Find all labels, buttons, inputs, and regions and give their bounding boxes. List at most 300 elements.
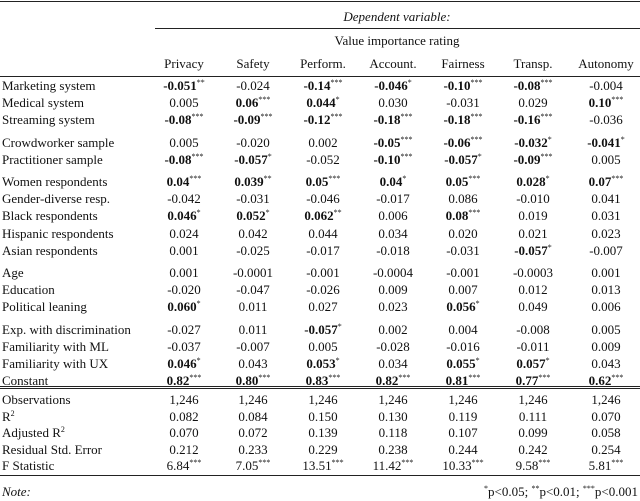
cell-value: 0.044 [306,95,336,111]
cell-value: -0.028 [376,338,410,354]
row-label-text: Education [2,282,55,298]
significance-stars: *** [189,373,202,383]
table-cell [518,226,547,242]
cell-value: 0.81 [445,373,469,389]
cell-value: 0.005 [591,321,621,337]
cell-value: 0.058 [591,425,621,441]
significance-stars: * [196,208,201,218]
cell-value: -0.12 [303,112,331,128]
cell-value: 0.021 [518,225,548,241]
significance-stars: *** [470,112,483,122]
cell-value: -0.018 [376,242,410,258]
table-cell [448,425,477,441]
table-cell [239,299,268,315]
cell-value: -0.032 [514,134,548,150]
row-label [2,299,87,315]
table-cell [378,208,407,224]
table-cell [373,265,413,281]
significance-legend [484,484,638,500]
table-cell [591,442,620,458]
cell-value: 0.020 [448,225,478,241]
cell-value: 0.082 [169,408,199,424]
column-header: Transp. [513,56,553,71]
cell-value: -0.007 [589,242,623,258]
significance-stars: *** [189,458,202,468]
table-cell [169,409,198,425]
cell-value: 1,246 [448,392,478,407]
table-cell [164,112,203,128]
cell-value: 0.001 [169,265,199,280]
table-cell [167,191,201,207]
row-label-text: Observations [2,392,71,407]
table-cell [236,208,269,224]
cell-value: 0.107 [448,425,478,441]
row-label-text: Constant [2,373,49,389]
table-cell [306,191,340,207]
significance-stars: *** [540,112,553,122]
body-rule [0,386,640,389]
table-cell [591,265,620,281]
cell-value: 0.084 [238,408,268,424]
row-label [2,442,102,458]
cell-value: 1,246 [308,392,338,407]
cell-value: 0.001 [169,242,199,258]
significance-stars: *** [400,134,413,144]
significance-stars: * [335,95,340,105]
row-label [2,265,24,281]
cell-value: -0.0004 [372,265,414,280]
cell-value: 1,246 [169,392,199,407]
cell-value: 0.150 [308,408,338,424]
cell-value: 0.005 [308,338,338,354]
cell-value: 0.046 [167,356,197,371]
table-cell [442,458,483,474]
row-label-text: Practitioner sample [2,151,103,167]
significance-stars: * [335,356,340,365]
legend-text-1: p<0.05; [488,484,532,499]
cell-value: 0.002 [378,321,408,337]
table-cell [164,152,203,168]
caption-rule [155,28,640,29]
table-cell [236,339,270,355]
table-cell [236,78,270,94]
cell-value: 0.80 [235,373,259,389]
cell-value: -0.037 [167,338,201,354]
cell-value: -0.031 [446,242,480,258]
table-cell [591,282,620,298]
cell-value: -0.007 [236,338,270,354]
row-label-text: Adjusted R [2,425,61,441]
cell-value: 0.034 [378,225,408,241]
cell-value: 0.07 [588,174,612,189]
cell-value: 0.004 [448,321,478,337]
cell-value: -0.18 [443,112,471,128]
table-cell [443,135,482,151]
table-cell [591,409,620,425]
cell-value: 0.013 [591,282,621,298]
table-cell [449,409,478,425]
cell-value: -0.001 [306,265,340,280]
cell-value: 1,246 [591,392,621,407]
table-cell [308,135,337,151]
cell-value: -0.046 [306,191,340,207]
table-cell [308,409,337,425]
table-cell [306,282,340,298]
significance-stars: *** [468,373,481,383]
cell-value: 0.041 [591,191,621,207]
cell-value: -0.16 [513,112,541,128]
cell-value: 0.62 [588,373,612,389]
legend-text-2: p<0.01; [539,484,583,499]
row-label [2,78,96,94]
significance-stars: *** [328,373,341,383]
table-cell [378,392,407,408]
significance-stars: *** [260,112,273,122]
significance-stars: *** [468,208,481,218]
cell-value: 0.053 [306,356,336,371]
cell-value: -0.09 [513,151,541,167]
row-label-text: Medical system [2,95,84,111]
table-cell [167,458,202,474]
legend-star-2: ** [531,484,540,493]
cell-value: 0.233 [238,441,268,457]
significance-stars: *** [331,458,344,468]
table-cell [591,152,620,168]
row-label-text: Exp. with discrimination [2,321,131,337]
cell-value: -0.057 [514,242,548,258]
cell-value: 0.049 [518,299,548,315]
cell-value: 0.119 [448,408,478,424]
table-cell [167,356,200,372]
table-cell [589,95,624,111]
cell-value: -0.14 [303,78,331,93]
table-cell [163,78,205,94]
significance-stars: *** [258,95,271,105]
table-cell [518,425,547,441]
table-cell [169,425,198,441]
row-label-text: R [2,408,11,424]
cell-value: -0.051 [163,78,197,93]
table-cell [444,152,482,168]
table-cell [589,174,624,190]
dependent-variable-caption: Dependent variable: [343,9,451,24]
table-cell [169,95,198,111]
table-cell [516,174,549,190]
row-label-text: Gender-diverse resp. [2,191,111,207]
table-cell [169,226,198,242]
cell-value: -0.041 [587,134,621,150]
superscript: 2 [60,425,65,435]
row-label [2,356,108,372]
column-header: Perform. [300,56,346,71]
row-label-text: Political leaning [2,299,87,315]
table-cell [373,112,412,128]
table-cell [378,299,407,315]
significance-stars: * [265,208,270,218]
table-cell [591,299,620,315]
row-label-text: Residual Std. Error [2,441,103,457]
significance-stars: * [267,151,272,161]
significance-stars: *** [398,373,411,383]
note-label: Note: [2,484,31,499]
cell-value: 0.011 [238,299,268,315]
table-cell [376,243,410,259]
table-cell [308,299,337,315]
significance-stars: ** [196,78,205,87]
cell-value: 0.011 [238,321,268,337]
table-cell [306,95,339,111]
significance-stars: *** [189,174,202,183]
row-label [2,425,65,441]
table-cell [302,458,343,474]
table-cell [446,174,481,190]
cell-value: 0.086 [448,191,478,207]
column-header: Autonomy [578,56,634,71]
table-cell [376,339,410,355]
row-label [2,392,71,408]
significance-stars: * [475,299,480,309]
cell-value: 0.057 [516,356,546,371]
significance-stars: * [196,356,201,365]
table-cell [167,322,201,338]
row-label [2,95,84,111]
cell-value: -0.004 [589,78,623,93]
cell-value: -0.020 [236,134,270,150]
cell-value: 11.42 [372,458,402,474]
cell-value: 0.043 [591,356,621,371]
significance-stars: *** [330,78,343,87]
table-cell [514,243,552,259]
table-cell [516,322,550,338]
table-cell [239,322,268,338]
cell-value: -0.08 [164,151,192,167]
row-label [2,339,109,355]
row-label-text: Familiarity with ML [2,338,109,354]
row-label [2,282,55,298]
significance-stars: ** [333,208,342,218]
cell-value: 6.84 [166,458,190,474]
table-cell [303,112,342,128]
significance-stars: *** [468,174,481,183]
table-cell [446,95,480,111]
table-cell [513,78,552,94]
row-label [2,409,15,425]
row-label-text: Crowdworker sample [2,134,115,150]
table-cell [378,409,407,425]
cell-value: 0.005 [169,95,199,111]
significance-stars: *** [328,174,341,183]
cell-value: 0.82 [375,373,399,389]
row-label-text: Hispanic respondents [2,225,114,241]
cell-value: -0.020 [167,282,201,298]
cell-value: -0.031 [446,95,480,111]
cell-value: 0.006 [591,299,621,315]
significance-stars: * [402,174,407,183]
table-cell [378,322,407,338]
significance-stars: *** [191,112,204,122]
cell-value: 0.254 [591,441,621,457]
cell-value: 0.070 [591,408,621,424]
row-label-text: F Statistic [2,458,55,474]
cell-value: 0.139 [308,425,338,441]
table-cell [306,356,339,372]
table-cell [169,392,198,408]
cell-value: 0.238 [378,441,408,457]
cell-value: 0.030 [378,95,408,111]
legend-star-3: *** [582,484,595,493]
cell-value: 0.001 [591,265,621,280]
legend-star-1: * [484,484,488,493]
table-cell [443,112,482,128]
significance-stars: *** [470,78,483,87]
table-cell [589,112,623,128]
cell-value: 0.046 [167,208,197,224]
table-cell [308,339,337,355]
significance-stars: *** [540,78,553,87]
cell-value: -0.10 [373,151,401,167]
cell-value: -0.017 [376,191,410,207]
cell-value: -0.10 [443,78,471,93]
column-header: Safety [236,56,270,71]
significance-stars: *** [471,458,484,468]
table-cell [446,208,481,224]
table-cell [169,243,198,259]
table-cell [448,322,477,338]
cell-value: 0.08 [445,208,469,224]
row-label [2,458,54,474]
table-cell [518,95,547,111]
cell-value: 0.043 [238,356,268,371]
table-cell [234,152,272,168]
table-cell [303,78,342,94]
column-header: Privacy [164,56,204,71]
row-label [2,243,98,259]
cell-value: -0.025 [236,242,270,258]
value-rating-caption: Value importance rating [334,33,460,48]
cell-value: 1,246 [378,392,408,407]
table-cell [169,265,198,281]
cell-value: -0.011 [516,338,550,354]
row-label [2,191,110,207]
cell-value: 9.58 [515,458,539,474]
table-cell [514,135,552,151]
cell-value: 0.072 [238,425,268,441]
table-cell [374,78,412,94]
table-cell [308,442,337,458]
table-cell [446,339,480,355]
table-cell [308,425,337,441]
table-cell [518,299,547,315]
table-cell [378,95,407,111]
cell-value: -0.010 [516,191,550,207]
table-cell [448,392,477,408]
legend-text-3: p<0.001 [594,484,638,499]
cell-value: 0.111 [518,408,548,424]
table-cell [591,226,620,242]
table-cell [308,226,337,242]
cell-value: -0.08 [513,78,541,93]
table-cell [378,226,407,242]
significance-stars: *** [401,458,414,468]
table-cell [167,339,201,355]
cell-value: 0.04 [166,174,190,189]
cell-value: 0.242 [518,441,548,457]
table-cell [518,392,547,408]
cell-value: 0.039 [234,174,264,189]
row-label [2,152,103,168]
cell-value: -0.001 [446,265,480,280]
cell-value: -0.057 [304,321,338,337]
significance-stars: *** [258,458,271,468]
cell-value: -0.052 [306,151,340,167]
cell-value: -0.027 [167,321,201,337]
row-label-text: Streaming system [2,112,95,128]
cell-value: 0.229 [308,441,338,457]
table-cell [448,191,477,207]
cell-value: 0.019 [518,208,548,224]
cell-value: 0.83 [305,373,329,389]
cell-value: -0.031 [236,191,270,207]
significance-stars: *** [330,112,343,122]
significance-stars: *** [611,373,624,383]
cell-value: 10.33 [442,458,472,474]
cell-value: -0.008 [516,321,550,337]
table-cell [513,265,553,281]
cell-value: 0.027 [308,299,338,315]
row-label-text: Age [2,265,24,280]
cell-value: -0.026 [306,282,340,298]
table-cell [448,282,477,298]
table-cell [587,135,625,151]
cell-value: 0.031 [591,208,621,224]
cell-value: 0.070 [169,425,199,441]
cell-value: 0.10 [588,95,612,111]
table-cell [167,282,201,298]
table-cell [446,265,480,281]
cell-value: -0.09 [233,112,261,128]
column-header: Account. [369,56,417,71]
significance-stars: * [547,242,552,252]
significance-stars: *** [258,373,271,383]
top-rule [0,1,640,2]
row-label [2,174,107,190]
table-cell [589,243,623,259]
table-cell [591,322,620,338]
table-cell [446,356,479,372]
table-cell [236,458,271,474]
table-cell [304,208,341,224]
table-cell [519,409,547,425]
table-cell [446,243,480,259]
cell-value: 0.012 [518,282,548,298]
cell-value: -0.024 [236,78,270,93]
cell-value: 0.034 [378,356,408,371]
table-cell [238,392,267,408]
significance-stars: * [620,134,625,144]
cell-value: 0.023 [591,225,621,241]
row-label-text: Familiarity with UX [2,356,109,371]
table-cell [167,174,202,190]
cell-value: 0.05 [445,174,469,189]
cell-value: 0.77 [515,373,539,389]
cell-value: -0.08 [164,112,192,128]
cell-value: -0.0001 [232,265,274,280]
significance-stars: *** [470,134,483,144]
cell-value: 0.028 [516,174,546,189]
cell-value: 0.005 [169,134,199,150]
table-cell [516,458,551,474]
table-cell [448,226,477,242]
